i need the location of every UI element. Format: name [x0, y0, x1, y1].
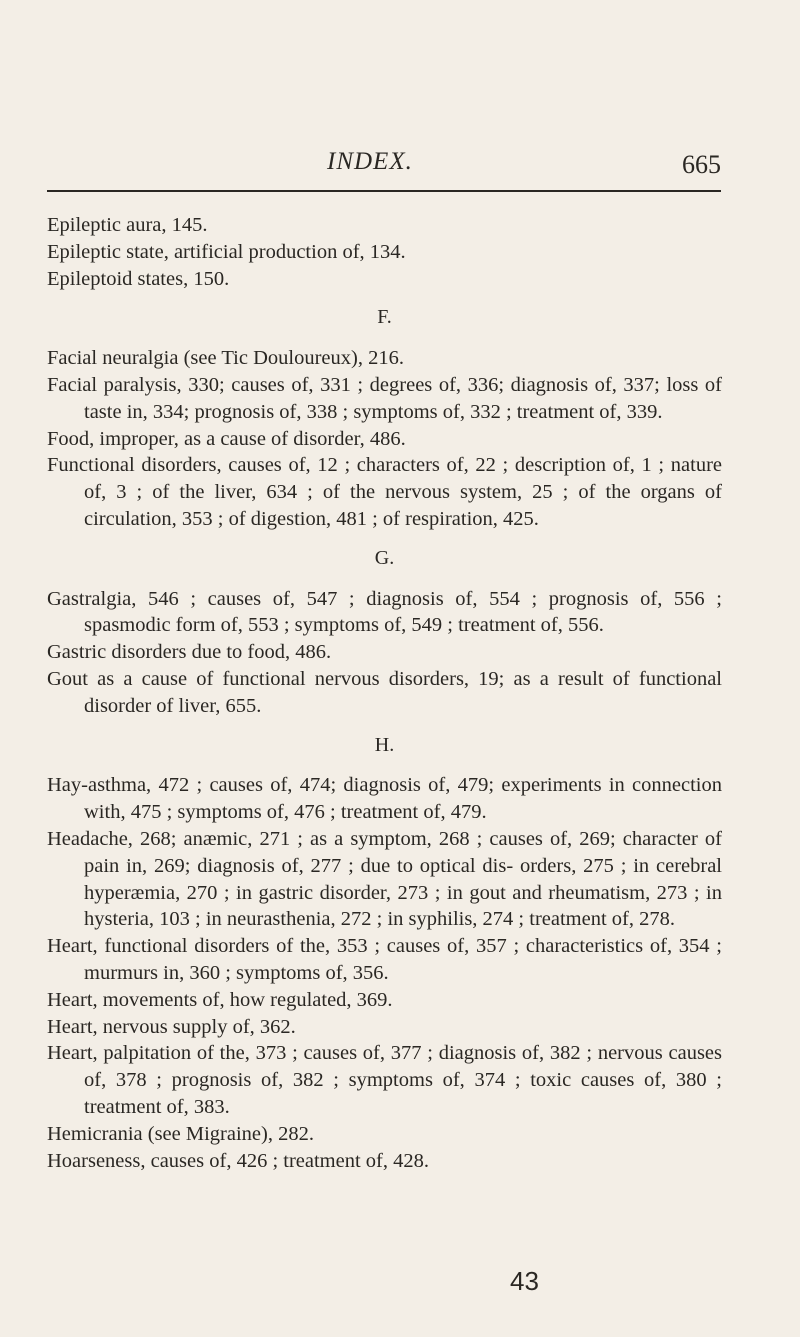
index-entry: Epileptoid states, 150.: [47, 267, 230, 290]
index-entry: Epileptic aura, 145.: [47, 214, 208, 236]
index-entry: Hemicrania (see Migraine), 282.: [47, 1122, 314, 1145]
index-entry: Heart, movements of, how regulated, 369.: [47, 988, 393, 1011]
index-entry: Facial paralysis, 330; causes of, 331 ; degrees of, 336; diagnosis of, 337; loss of taste in, 334; prognosis of, 338 ; symptoms of, 332 ; treatment of, 339.: [47, 373, 722, 423]
signature-mark: 43: [510, 1266, 539, 1296]
page-header: [47, 148, 721, 192]
index-entry: Gastralgia, 546 ; causes of, 547 ; diagnosis of, 554 ; prognosis of, 556 ; spasmodic form of, 553 ; symptoms of, 549 ; treatment of, 556.: [47, 587, 722, 637]
index-entry: Heart, functional disorders of the, 353 ; causes of, 357 ; characteristics of, 354 ; murmurs in, 360 ; symptoms of, 356.: [47, 935, 722, 984]
running-title: INDEX.: [327, 148, 413, 175]
index-entry: Facial neuralgia (see Tic Douloureux), 216.: [47, 347, 404, 370]
section-letter: G.: [374, 546, 395, 569]
page-number: 665: [682, 150, 721, 179]
index-entry: Headache, 268; anæmic, 271 ; as a symptom, 268 ; causes of, 269; character of pain in, 269; diagnosis of, 277 ; due to optical dis- orders, 275 ; in cerebral hyperæmia, 270 ; in gastric disorder, 273 ; in gout and rheumatism, 273 ; in hysteria, 103 ; in neurasthenia, 272 ; in syphilis, 274 ; treatment of, 278.: [47, 827, 722, 931]
index-entry: Functional disorders, causes of, 12 ; characters of, 22 ; description of, 1 ; nature of, 3 ; of the liver, 634 ; of the nervous system, 25 ; of the organs of circulation, 353 ; of digestion, 481 ; of respiration, 425.: [47, 454, 722, 530]
section-letter: H.: [374, 733, 395, 756]
index-entry: Heart, nervous supply of, 362.: [47, 1015, 296, 1038]
index-entry: Food, improper, as a cause of disorder, 486.: [47, 427, 406, 450]
index-body: [47, 212, 722, 1174]
index-entry: Epileptic state, artificial production of, 134.: [47, 240, 406, 263]
index-entry: Heart, palpitation of the, 373 ; causes of, 377 ; diagnosis of, 382 ; nervous causes of, 378 ; prognosis of, 382 ; symptoms of, 374 ; toxic causes of, 380 ; treatment of, 383.: [47, 1042, 722, 1118]
index-entry: Gastric disorders due to food, 486.: [47, 641, 332, 664]
section-letter: F.: [377, 306, 392, 329]
index-entry: Gout as a cause of functional nervous disorders, 19; as a result of functional disorder of liver, 655.: [47, 667, 722, 717]
index-entry: Hoarseness, causes of, 426 ; treatment of, 428.: [47, 1149, 429, 1172]
index-entry: Hay-asthma, 472 ; causes of, 474; diagnosis of, 479; experiments in connection with, 475 ; symptoms of, 476 ; treatment of, 479.: [47, 774, 722, 824]
